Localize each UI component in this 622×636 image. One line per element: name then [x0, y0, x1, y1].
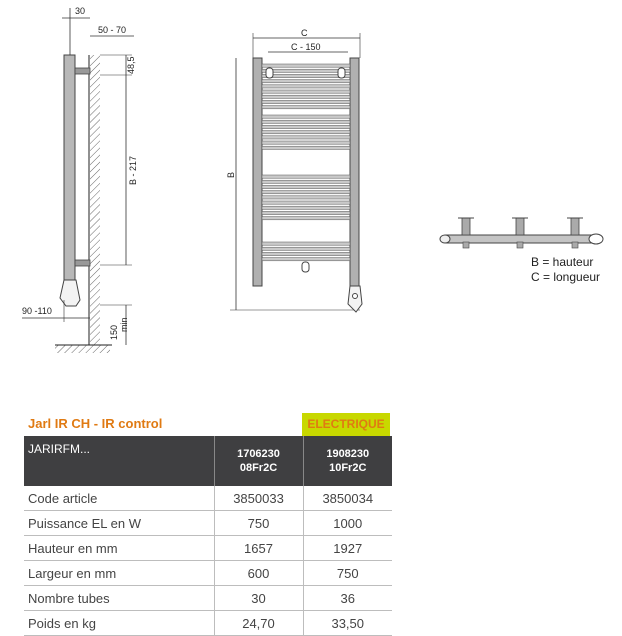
dim-top-offset: 48,5: [126, 56, 136, 74]
table-header-row: [24, 436, 392, 486]
table-row: [24, 611, 392, 636]
dim-height-front: B: [226, 171, 236, 178]
dim-bottom-width: 90 -110: [22, 306, 52, 316]
left-rail: [253, 58, 262, 286]
tube: [262, 131, 350, 134]
dim-wall-gap: 50 - 70: [98, 25, 127, 35]
row-label: Code article: [24, 486, 214, 511]
row-label: Hauteur en mm: [24, 536, 214, 561]
tube: [262, 85, 350, 88]
tube: [262, 146, 350, 149]
table-row: [24, 536, 392, 561]
side-view-drawing: [22, 6, 138, 353]
tube: [262, 120, 350, 123]
dim-floor-height: 150: [109, 324, 119, 340]
tube: [262, 242, 350, 245]
tube: [262, 247, 350, 250]
row-value-2: 1000: [303, 511, 392, 536]
row-value-2: 1927: [303, 536, 392, 561]
tube: [262, 90, 350, 93]
row-value-1: 750: [214, 511, 303, 536]
dim-inner-width: C - 150: [291, 42, 321, 52]
tube: [262, 64, 350, 67]
dimension-legend: [531, 255, 600, 285]
legend-line-height: B = hauteur: [531, 255, 594, 269]
tube: [262, 252, 350, 255]
tube: [262, 80, 350, 83]
spec-table: [24, 436, 392, 636]
row-label: Poids en kg: [24, 611, 214, 636]
tube: [262, 95, 350, 98]
radiator-side-profile: [64, 55, 75, 280]
tube: [262, 136, 350, 139]
row-label: Puissance EL en W: [24, 511, 214, 536]
tube: [262, 196, 350, 199]
row-value-2: 3850034: [303, 486, 392, 511]
tube: [262, 100, 350, 103]
floor-hatch: [55, 345, 110, 353]
tube: [262, 217, 350, 220]
header-model-name: JARIRFM...: [24, 436, 214, 486]
tube: [262, 125, 350, 128]
row-value-1: 30: [214, 586, 303, 611]
tube: [262, 180, 350, 183]
variant-sub: 08Fr2C: [239, 462, 278, 474]
tube: [262, 141, 350, 144]
table-row: [24, 561, 392, 586]
tube: [262, 106, 350, 109]
header-variant-1: [214, 436, 303, 486]
product-title: Jarl IR CH - IR control: [28, 416, 163, 431]
variant-sub: 10Fr2C: [329, 462, 367, 474]
variant-code: 1706230: [237, 448, 280, 460]
variant-code: 1908230: [326, 448, 370, 460]
tube: [262, 258, 350, 261]
row-value-2: 36: [303, 586, 392, 611]
tube: [262, 201, 350, 204]
row-value-1: 3850033: [214, 486, 303, 511]
tube: [262, 69, 350, 72]
header-variant-2: [303, 436, 392, 486]
tube: [262, 185, 350, 188]
tube: [262, 191, 350, 194]
tube: [262, 74, 350, 77]
tube: [262, 211, 350, 214]
type-badge: ELECTRIQUE: [302, 413, 390, 436]
dim-top-depth: 30: [75, 6, 86, 16]
table-row: [24, 486, 392, 511]
heating-element: [60, 280, 80, 306]
table-row: [24, 511, 392, 536]
row-label: Nombre tubes: [24, 586, 214, 611]
tube: [262, 175, 350, 178]
front-view-drawing: [226, 28, 362, 312]
dim-floor-unit: min: [119, 317, 129, 332]
dim-height-side: B - 217: [128, 155, 138, 185]
tube: [262, 206, 350, 209]
row-value-2: 33,50: [303, 611, 392, 636]
dim-width: C: [301, 28, 308, 38]
horizontal-tubes: [262, 64, 350, 261]
row-value-1: 600: [214, 561, 303, 586]
tube: [262, 115, 350, 118]
table-row: [24, 586, 392, 611]
row-value-2: 750: [303, 561, 392, 586]
row-value-1: 1657: [214, 536, 303, 561]
row-value-1: 24,70: [214, 611, 303, 636]
legend-line-length: C = longueur: [531, 270, 601, 284]
row-label: Largeur en mm: [24, 561, 214, 586]
wall-hatch: [90, 55, 100, 345]
right-rail: [350, 58, 359, 286]
top-view-drawing: [440, 218, 603, 248]
